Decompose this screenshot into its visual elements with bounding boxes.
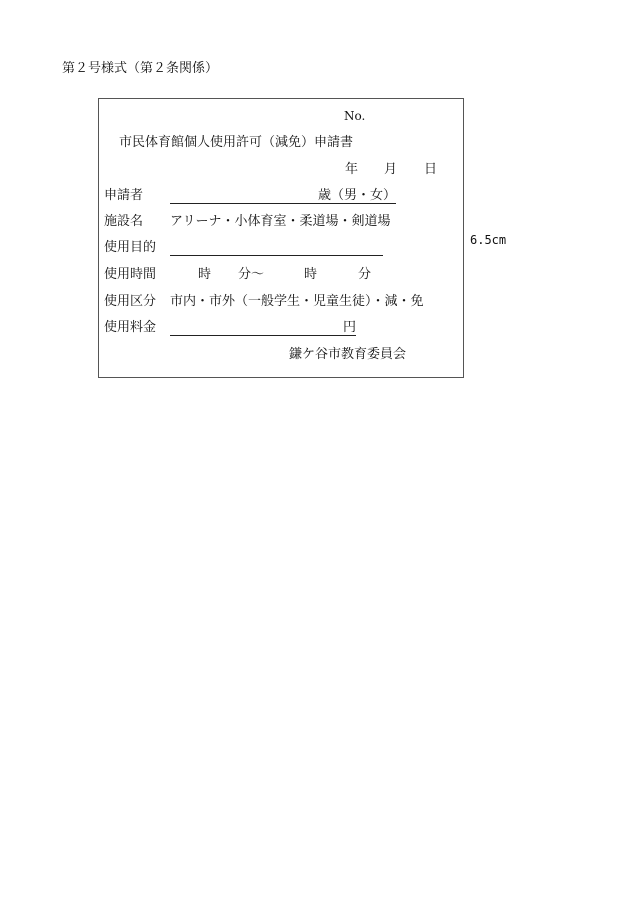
- fee-underline[interactable]: [170, 335, 356, 336]
- issuer-name: 鎌ケ谷市教育委員会: [289, 347, 407, 362]
- date-day: 日: [424, 162, 438, 177]
- time-label: 使用時間: [104, 267, 157, 282]
- applicant-age-gender: 歳（男・女）: [318, 188, 397, 203]
- category-options: 市内・市外（一般学生・児童生徒）・減・免: [170, 294, 424, 309]
- form-title: 市民体育館個人使用許可（減免）申請書: [119, 135, 354, 150]
- time-end-hour: 時: [304, 267, 318, 282]
- number-label: No.: [344, 109, 366, 123]
- date-month: 月: [384, 162, 398, 177]
- purpose-label: 使用目的: [104, 240, 157, 255]
- time-end-minute: 分: [358, 267, 372, 282]
- time-start-minute: 分〜: [238, 267, 265, 282]
- facility-label: 施設名: [104, 214, 144, 229]
- applicant-label: 申請者: [104, 188, 144, 203]
- purpose-underline[interactable]: [170, 255, 383, 256]
- dimension-note: 6.5cm: [470, 233, 507, 247]
- applicant-underline[interactable]: [170, 203, 396, 204]
- date-year: 年: [345, 162, 359, 177]
- facility-options: アリーナ・小体育室・柔道場・剣道場: [170, 214, 391, 229]
- category-label: 使用区分: [104, 294, 157, 309]
- form-number: 第２号様式（第２条関係）: [62, 61, 219, 76]
- time-start-hour: 時: [198, 267, 212, 282]
- fee-unit: 円: [343, 320, 357, 335]
- fee-label: 使用料金: [104, 320, 157, 335]
